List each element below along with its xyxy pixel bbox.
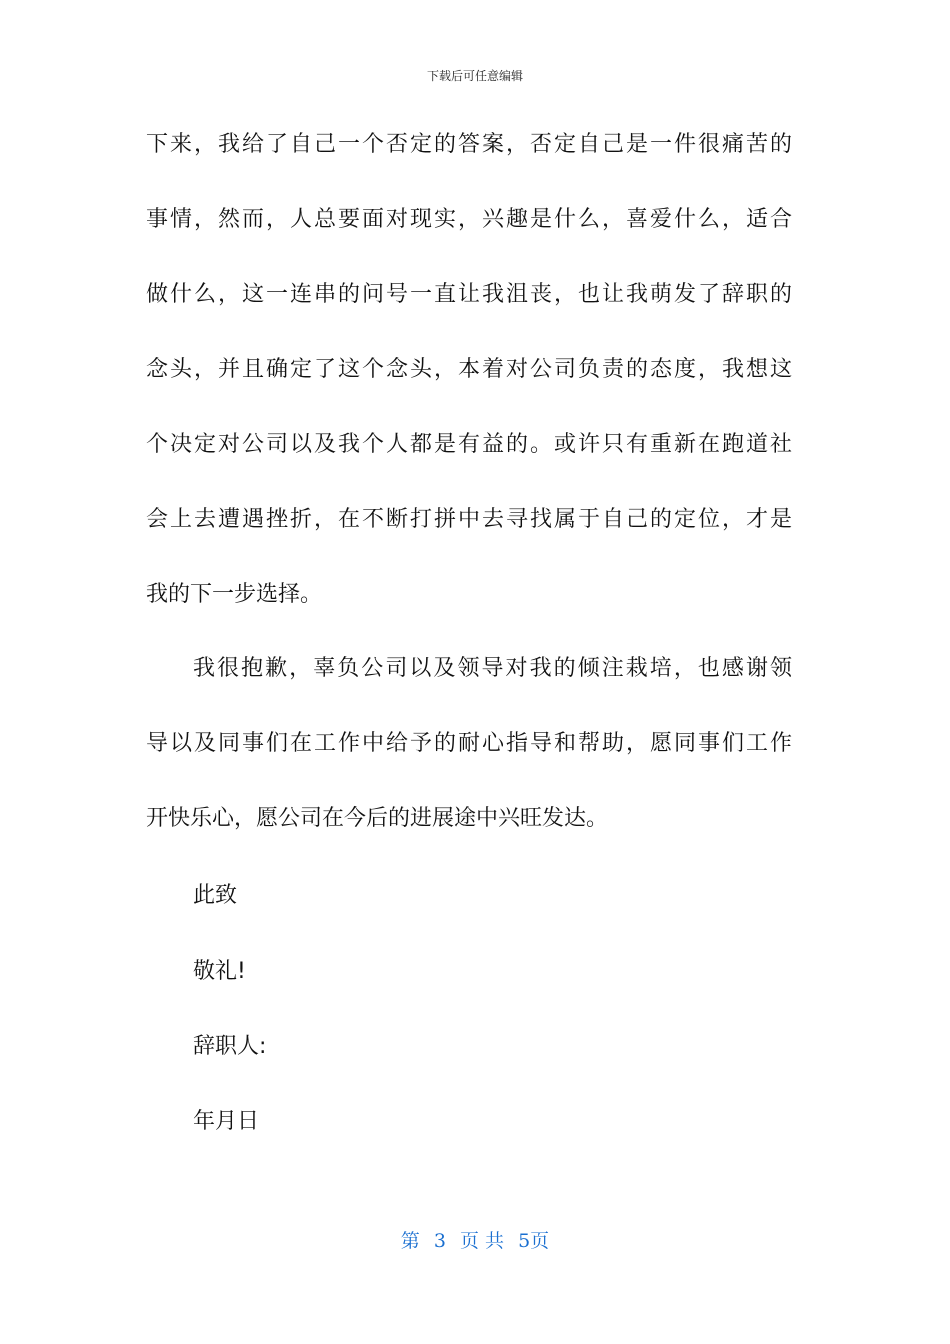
footer-prefix: 第 [400,1230,420,1252]
paragraph-line: 下来，我给了自己一个否定的答案，否定自己是一件很痛苦的 [146,132,792,157]
paragraph-line: 会上去遭遇挫折，在不断打拼中去寻找属于自己的定位，才是 [146,507,792,532]
paragraph-line: 开快乐心，愿公司在今后的进展途中兴旺发达。 [146,806,609,831]
regards: 敬礼! [193,959,246,984]
paragraph-line: 导以及同事们在工作中给予的耐心指导和帮助，愿同事们工作 [146,731,792,756]
salutation: 此致 [193,883,238,908]
footer-page-number: 3 [433,1230,446,1252]
footer-middle: 页 共 [460,1230,505,1252]
paragraph-line: 我的下一步选择。 [146,582,323,607]
paragraph-line: 做什么，这一连串的问号一直让我沮丧，也让我萌发了辞职的 [146,282,792,307]
paragraph-line: 事情，然而，人总要面对现实，兴趣是什么，喜爱什么，适合 [146,207,792,232]
date-line: 年月日 [193,1109,260,1134]
page-footer [0,1226,950,1253]
paragraph-2 [146,631,792,856]
signature-line: 辞职人: [193,1034,267,1059]
footer-total: 5页 [518,1230,550,1252]
paragraph-1 [146,107,792,632]
paragraph-line: 个决定对公司以及我个人都是有益的。或许只有重新在跑道社 [146,432,792,457]
paragraph-line: 我很抱歉，辜负公司以及领导对我的倾注栽培，也感谢领 [193,656,792,681]
page-header: 下载后可任意编辑 [426,69,523,83]
paragraph-line: 念头，并且确定了这个念头，本着对公司负责的态度，我想这 [146,357,792,382]
